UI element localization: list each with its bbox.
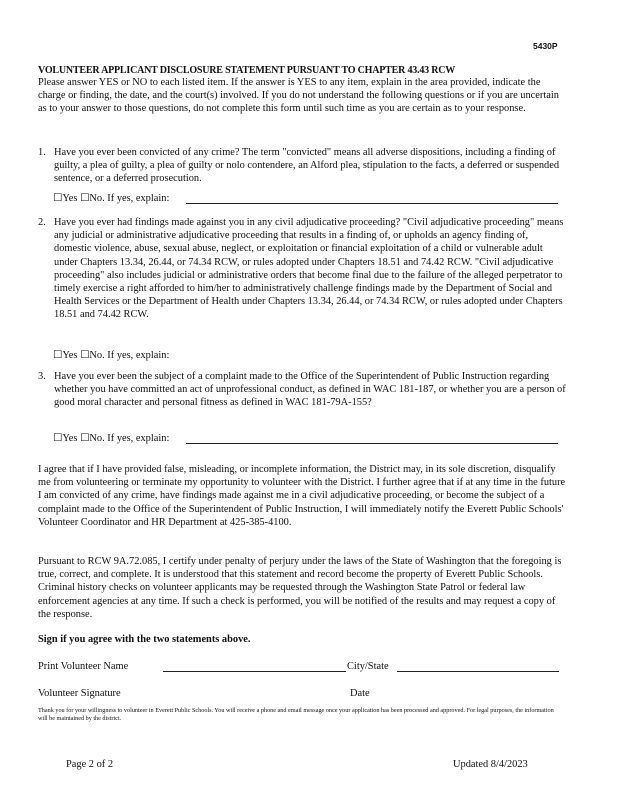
question-text: Have you ever been convicted of any crime? The term "convicted" means all adverse dispositions, including a finding of guilty, a plea of guilty, a plea of guilty or nolo contendere, an Alford plea, stipulation to the facts, a deferred or suspended sentence, or a deferred prosecution. bbox=[54, 147, 560, 185]
yes-label: Yes bbox=[62, 193, 78, 204]
no-label: No. bbox=[89, 433, 105, 444]
no-label: No. bbox=[89, 350, 105, 361]
question-number: 1. bbox=[38, 147, 46, 158]
question-2 bbox=[38, 216, 568, 322]
question-3 bbox=[38, 370, 568, 410]
city-state-label: City/State bbox=[347, 661, 389, 672]
question-number: 3. bbox=[38, 371, 46, 382]
yes-checkbox[interactable]: ☐ bbox=[53, 433, 63, 444]
answer-row-1 bbox=[53, 192, 169, 205]
question-1 bbox=[38, 146, 568, 186]
print-name-field[interactable] bbox=[163, 671, 346, 672]
question-text: Have you ever had findings made against you in any civil adjudicative proceeding? "Civil adjudicative proceeding" means any judicial or administrative adjudicative proceeding that results in a finding of, or upholds an agency finding of, domestic violence, abuse, sexual abuse, neglect, or exploitation or financial exploitation of a child or vulnerable adult under Chapters 13.34, 26.44, or 74.34 RCW, or rules adopted under Chapters 18.51 and 74.42 RCW. "Civil adjudicative proceeding" also includes judicial or administrative orders that become final due to the failure of the alleged perpetrator to timely exercise a right afforded to him/her to administratively challenge findings made by the Department of Social and Health Services or the Department of Health under Chapters 13.34, 26.44, or 74.34 RCW, or rules adopted under Chapters 18.51 and 74.42 RCW. bbox=[54, 217, 564, 321]
signature-label: Volunteer Signature bbox=[38, 688, 121, 699]
print-name-label: Print Volunteer Name bbox=[38, 661, 129, 672]
yes-checkbox[interactable]: ☐ bbox=[53, 193, 63, 204]
question-number: 2. bbox=[38, 217, 46, 228]
page-number: Page 2 of 2 bbox=[66, 759, 114, 770]
sign-instruction: Sign if you agree with the two statements above. bbox=[38, 634, 251, 645]
thank-you-note: Thank you for your willingness to volunteer in Everett Public Schools. You will receive a phone and email message once your application has been processed and approved. For legal purposes, the information will be maintained by the district. bbox=[38, 707, 554, 722]
explain-label: If yes, explain: bbox=[107, 433, 170, 444]
answer-row-3 bbox=[53, 432, 169, 445]
date-label: Date bbox=[350, 688, 370, 699]
form-title: VOLUNTEER APPLICANT DISCLOSURE STATEMENT PURSUANT TO CHAPTER 43.43 RCW bbox=[38, 65, 456, 76]
answer-row-2 bbox=[53, 349, 169, 362]
no-checkbox[interactable]: ☐ bbox=[80, 433, 90, 444]
explain-field-3[interactable] bbox=[186, 443, 558, 444]
explain-field-1[interactable] bbox=[186, 203, 558, 204]
yes-checkbox[interactable]: ☐ bbox=[53, 350, 63, 361]
updated-date: Updated 8/4/2023 bbox=[453, 759, 528, 770]
explain-label: If yes, explain: bbox=[107, 350, 170, 361]
intro-text: Please answer YES or NO to each listed item. If the answer is YES to any item, explain in the area provided, indicate the charge or finding, the date, and the court(s) involved. If you do not understand the following questions or if you are uncertain as to your answer to those questions, do not complete this form until such time as you are certain as to your response. bbox=[38, 77, 559, 115]
agreement-paragraph-1: I agree that if I have provided false, misleading, or incomplete information, the District may, in its sole discretion, disqualify me from volunteering or terminate my opportunity to volunteer with the District. I further agree that if at any time in the future I am convicted of any crime, have findings made against me in a civil adjudicative proceeding, or become the subject of a complaint made to the Office of the Superintendent of Public Instruction, I will immediately notify the Everett Public Schools' Volunteer Coordinator and HR Department at 425-385-4100. bbox=[38, 464, 566, 528]
yes-label: Yes bbox=[62, 433, 78, 444]
agreement-paragraph-2: Pursuant to RCW 9A.72.085, I certify under penalty of perjury under the laws of the State of Washington that the foregoing is true, correct, and complete. It is understood that this statement and record become the property of Everett Public Schools. Criminal history checks on volunteer applicants may be requested through the Washington State Patrol or federal law enforcement agencies at any time. If such a check is performed, you will be notified of the results and may request a copy of the response. bbox=[38, 556, 562, 620]
yes-label: Yes bbox=[62, 350, 78, 361]
no-checkbox[interactable]: ☐ bbox=[80, 193, 90, 204]
no-checkbox[interactable]: ☐ bbox=[80, 350, 90, 361]
no-label: No. bbox=[89, 193, 105, 204]
form-number: 5430P bbox=[533, 41, 558, 51]
explain-label: If yes, explain: bbox=[107, 193, 170, 204]
question-text: Have you ever been the subject of a complaint made to the Office of the Superintendent of Public Instruction regarding whether you have committed an act of unprofessional conduct, as defined in WAC 181-187, or whether you are a person of good moral character and personal fitness as defined in WAC 181-79A-155? bbox=[54, 371, 566, 409]
city-state-field[interactable] bbox=[397, 671, 559, 672]
